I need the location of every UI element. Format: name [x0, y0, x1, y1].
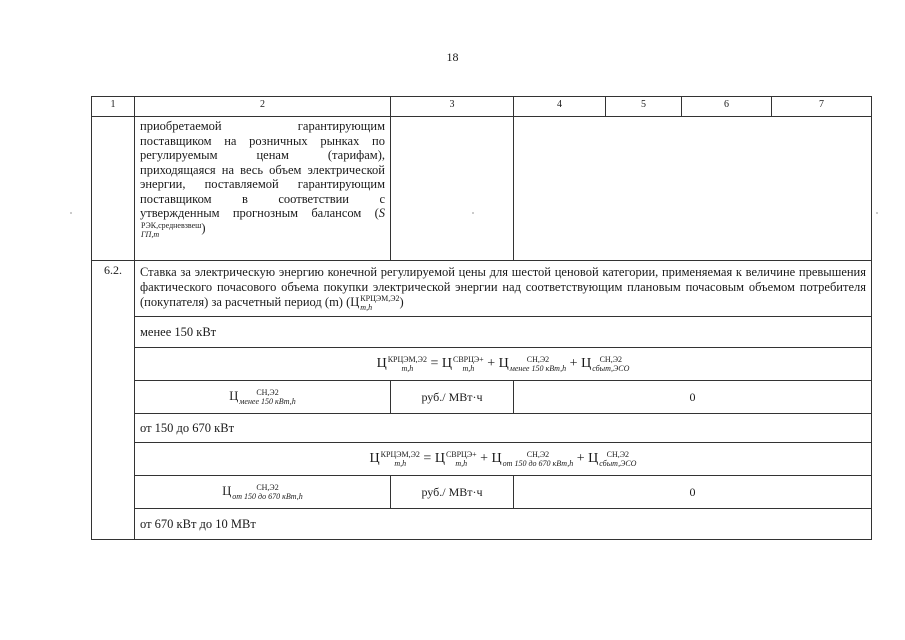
- scan-artifact: [70, 212, 72, 214]
- component-symbol: Ц СН,Э2 от 150 до 670 кВт,h: [135, 476, 391, 509]
- formula-row: [92, 348, 872, 381]
- tariff-table: [91, 96, 872, 540]
- value-row: [92, 381, 872, 414]
- component-symbol: Ц СН,Э2 менее 150 кВт,h: [135, 381, 391, 414]
- value: 0: [514, 476, 872, 509]
- column-header: 7: [772, 97, 872, 117]
- unit: руб./ МВт·ч: [391, 381, 514, 414]
- column-header: 6: [682, 97, 772, 117]
- category-label-row: [92, 509, 872, 540]
- column-header: 2: [135, 97, 391, 117]
- value-row: [92, 476, 872, 509]
- page-number: 18: [446, 50, 459, 64]
- category-label: от 670 кВт до 10 МВт: [135, 509, 872, 540]
- value: 0: [514, 381, 872, 414]
- category-label-row: [92, 414, 872, 443]
- section-row: [92, 261, 872, 317]
- column-header: 1: [92, 97, 135, 117]
- column-header: 5: [606, 97, 682, 117]
- category-label-row: [92, 317, 872, 348]
- category-label: менее 150 кВт: [135, 317, 872, 348]
- column-header: 4: [514, 97, 606, 117]
- formula: Ц КРЦЭМ,Э2 m,h = Ц СВРЦЭ+ m,h + Ц СН,Э2 менее 150 кВт,h + Ц СН,Э2 сбыт,ЭСО: [135, 348, 872, 381]
- scan-artifact: [876, 212, 878, 214]
- unit: руб./ МВт·ч: [391, 476, 514, 509]
- continued-text: приобретаемой гарантирующим поставщиком на розничных рынках по регулируемым ценам (тарифам), приходящаяся на весь объем электрической энергии, поставляемой гарантирующим поставщиком в соответствии с утвержденным прогнозным балансом: [140, 119, 385, 220]
- formula-row: [92, 443, 872, 476]
- section-title: Ставка за электрическую энергию конечной регулируемой цены для шестой ценовой категории, применяемая к величине превышения фактического почасового объема покупки электрической энергии над соответствующим плановым почасовым объемом потребителя (покупателя) за расчетный период (m) (Ц КРЦЭМ,Э2 m,h ): [135, 261, 872, 317]
- section-symbol: (Ц КРЦЭМ,Э2 m,h ): [346, 294, 404, 312]
- section-number: 6.2.: [92, 261, 135, 540]
- formula: Ц КРЦЭМ,Э2 m,h = Ц СВРЦЭ+ m,h + Ц СН,Э2 от 150 до 670 кВт,h + Ц СН,Э2 сбыт,ЭСО: [135, 443, 872, 476]
- scan-artifact: [472, 212, 474, 214]
- column-header: 3: [391, 97, 514, 117]
- continued-row: [92, 117, 872, 261]
- balance-symbol: (S РЭК,средневзвеш ГП,m ): [141, 206, 385, 239]
- column-number-header: [92, 97, 872, 117]
- continued-description: [135, 117, 391, 261]
- category-label: от 150 до 670 кВт: [135, 414, 872, 443]
